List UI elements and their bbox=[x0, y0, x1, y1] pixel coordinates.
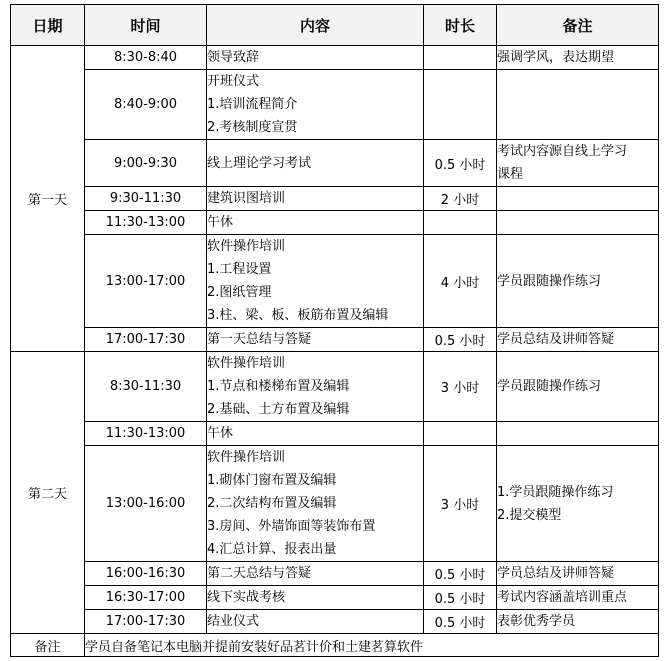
session-content bbox=[207, 70, 424, 140]
content-line: 第一天总结与答疑 bbox=[207, 332, 312, 347]
content-line: 2.基础、土方布置及编辑 bbox=[207, 402, 350, 417]
content-line: 领导致辞 bbox=[207, 50, 260, 65]
content-line: 结业仪式 bbox=[207, 614, 260, 629]
session-content bbox=[207, 211, 424, 235]
table-row bbox=[11, 46, 659, 70]
schedule-body bbox=[11, 46, 659, 657]
content-line: 1.工程设置 bbox=[207, 262, 272, 277]
session-notes bbox=[497, 187, 659, 211]
session-duration: 0.5 小时 bbox=[424, 610, 497, 634]
session-notes bbox=[497, 586, 659, 610]
session-duration: 0.5 小时 bbox=[424, 140, 497, 187]
header-row bbox=[11, 5, 659, 46]
session-notes bbox=[497, 211, 659, 235]
content-line: 第二天总结与答疑 bbox=[207, 566, 312, 581]
session-content bbox=[207, 140, 424, 187]
session-duration: 2 小时 bbox=[424, 187, 497, 211]
note-line: 学员总结及讲师答疑 bbox=[497, 332, 615, 347]
note-line: 学员总结及讲师答疑 bbox=[497, 566, 615, 581]
session-time: 13:00-16:00 bbox=[85, 446, 207, 562]
session-duration bbox=[424, 46, 497, 70]
table-row bbox=[11, 610, 659, 634]
content-line: 1.砌体门窗布置及编辑 bbox=[207, 473, 337, 488]
content-line: 1.节点和楼梯布置及编辑 bbox=[207, 379, 350, 394]
session-duration: 0.5 小时 bbox=[424, 562, 497, 586]
session-content bbox=[207, 586, 424, 610]
session-notes bbox=[497, 610, 659, 634]
session-notes bbox=[497, 140, 659, 187]
session-time: 11:30-13:00 bbox=[85, 211, 207, 235]
content-line: 线下实战考核 bbox=[207, 590, 286, 605]
session-duration bbox=[424, 211, 497, 235]
table-row bbox=[11, 187, 659, 211]
note-line: 考试内容涵盖培训重点 bbox=[497, 590, 628, 605]
note-line: 考试内容源自线上学习 bbox=[497, 144, 628, 159]
session-time: 8:30-11:30 bbox=[85, 352, 207, 422]
content-line: 1.培训流程简介 bbox=[207, 97, 298, 112]
session-time: 11:30-13:00 bbox=[85, 422, 207, 446]
content-line: 软件操作培训 bbox=[207, 450, 286, 465]
footer-text: 学员自备笔记本电脑并提前安装好品茗计价和土建茗算软件 bbox=[85, 634, 659, 657]
content-line: 2.图纸管理 bbox=[207, 285, 272, 300]
session-time: 9:30-11:30 bbox=[85, 187, 207, 211]
header-duration: 时长 bbox=[424, 5, 497, 46]
note-line: 强调学风，表达期望 bbox=[497, 50, 615, 65]
content-line: 3.房间、外墙饰面等装饰布置 bbox=[207, 519, 376, 534]
session-time: 17:00-17:30 bbox=[85, 610, 207, 634]
session-time: 8:30-8:40 bbox=[85, 46, 207, 70]
day-label: 第一天 bbox=[11, 46, 85, 352]
day-label: 第二天 bbox=[11, 352, 85, 634]
header-notes: 备注 bbox=[497, 5, 659, 46]
training-schedule-table bbox=[10, 4, 659, 657]
note-line: 1.学员跟随操作练习 bbox=[497, 484, 614, 500]
header-time: 时间 bbox=[85, 5, 207, 46]
table-row bbox=[11, 586, 659, 610]
session-duration: 4 小时 bbox=[424, 235, 497, 328]
table-row bbox=[11, 562, 659, 586]
session-notes bbox=[497, 446, 659, 562]
table-row bbox=[11, 446, 659, 562]
content-line: 午休 bbox=[207, 426, 234, 441]
table-row bbox=[11, 211, 659, 235]
note-line: 2.提交模型 bbox=[497, 507, 562, 523]
session-time: 13:00-17:00 bbox=[85, 235, 207, 328]
session-content bbox=[207, 610, 424, 634]
session-notes bbox=[497, 422, 659, 446]
session-duration: 3 小时 bbox=[424, 446, 497, 562]
table-row bbox=[11, 70, 659, 140]
session-content bbox=[207, 235, 424, 328]
table-row bbox=[11, 328, 659, 352]
content-line: 软件操作培训 bbox=[207, 239, 286, 254]
session-content bbox=[207, 46, 424, 70]
session-time: 9:00-9:30 bbox=[85, 140, 207, 187]
session-duration bbox=[424, 70, 497, 140]
content-line: 4.汇总计算、报表出量 bbox=[207, 542, 337, 557]
session-content bbox=[207, 422, 424, 446]
content-line: 2.考核制度宣贯 bbox=[207, 120, 298, 135]
content-line: 午休 bbox=[207, 215, 234, 230]
session-time: 16:00-16:30 bbox=[85, 562, 207, 586]
session-duration: 3 小时 bbox=[424, 352, 497, 422]
session-notes bbox=[497, 328, 659, 352]
session-content bbox=[207, 328, 424, 352]
table-row bbox=[11, 422, 659, 446]
note-line: 学员跟随操作练习 bbox=[497, 379, 602, 394]
note-line: 学员跟随操作练习 bbox=[497, 273, 602, 289]
session-content bbox=[207, 446, 424, 562]
session-notes bbox=[497, 70, 659, 140]
session-notes bbox=[497, 352, 659, 422]
content-line: 2.二次结构布置及编辑 bbox=[207, 496, 337, 511]
session-notes bbox=[497, 46, 659, 70]
session-content bbox=[207, 352, 424, 422]
note-line: 表彰优秀学员 bbox=[497, 614, 576, 629]
content-line: 软件操作培训 bbox=[207, 356, 286, 371]
session-duration: 0.5 小时 bbox=[424, 328, 497, 352]
header-date: 日期 bbox=[11, 5, 85, 46]
footer-label: 备注 bbox=[11, 634, 85, 657]
table-row bbox=[11, 352, 659, 422]
session-duration: 0.5 小时 bbox=[424, 586, 497, 610]
footer-row bbox=[11, 634, 659, 657]
session-time: 8:40-9:00 bbox=[85, 70, 207, 140]
note-line: 课程 bbox=[497, 167, 524, 182]
content-line: 3.柱、梁、板、板筋布置及编辑 bbox=[207, 308, 389, 323]
session-notes bbox=[497, 562, 659, 586]
session-time: 17:00-17:30 bbox=[85, 328, 207, 352]
table-row bbox=[11, 140, 659, 187]
session-content bbox=[207, 187, 424, 211]
header-content: 内容 bbox=[207, 5, 424, 46]
session-duration bbox=[424, 422, 497, 446]
content-line: 开班仪式 bbox=[207, 74, 260, 89]
session-time: 16:30-17:00 bbox=[85, 586, 207, 610]
session-content bbox=[207, 562, 424, 586]
content-line: 建筑识图培训 bbox=[207, 191, 286, 206]
content-line: 线上理论学习考试 bbox=[207, 155, 312, 171]
table-row bbox=[11, 235, 659, 328]
session-notes bbox=[497, 235, 659, 328]
